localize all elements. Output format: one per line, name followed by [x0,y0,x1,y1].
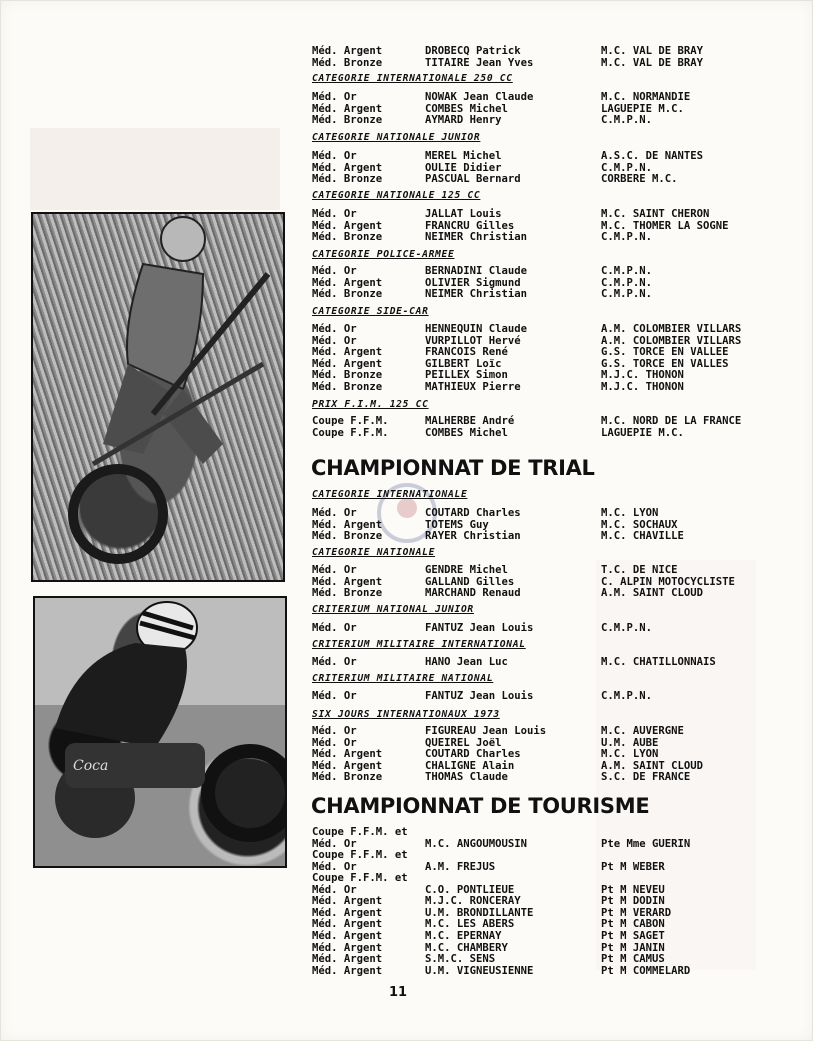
name-cell: FRANCOIS René [425,346,508,359]
award-cell: Méd. Argent [312,518,383,531]
club-cell: Pt M VERARD [601,906,672,919]
road-racer-illustration [35,598,285,866]
name-cell: PASCUAL Bernard [425,173,521,186]
name-cell: FRANCRU Gilles [425,219,515,232]
club-cell: A.M. COLOMBIER VILLARS [601,334,742,347]
section-heading: CHAMPIONNAT DE TOURISME [311,794,650,818]
award-cell: Méd. Bronze [312,369,383,382]
club-cell: C.M.P.N. [601,265,653,277]
club-cell: C.M.P.N. [601,114,653,127]
name-cell: A.M. FREJUS [425,860,496,873]
name-cell: COUTARD Charles [425,748,521,761]
award-cell: Méd. Or [312,507,357,519]
award-cell: Méd. Argent [312,575,383,588]
club-cell: M.C. LYON [601,507,659,519]
category-title: PRIX F.I.M. 125 CC [312,399,429,410]
club-cell: A.M. SAINT CLOUD [601,759,704,772]
award-cell: Méd. Or [312,150,357,162]
award-cell: Méd. Argent [312,941,383,954]
club-cell: M.C. SOCHAUX [601,518,678,531]
name-cell: M.C. ANGOUMOUSIN [425,837,528,850]
name-cell: M.C. LES ABERS [425,918,515,931]
name-cell: MEREL Michel [425,150,502,162]
club-cell: C.M.P.N. [601,690,653,702]
club-cell: C.M.P.N. [601,622,653,634]
trial-rider-illustration [33,214,283,580]
club-cell: Pt M CAMUS [601,953,665,966]
club-cell: C.M.P.N. [601,288,653,301]
club-cell: M.J.C. THONON [601,369,684,382]
name-cell: GILBERT Loïc [425,357,502,370]
award-cell: Coupe F.F.M. [312,426,389,439]
club-cell: Pt M CABON [601,918,665,931]
club-cell: S.C. DE FRANCE [601,771,691,784]
category-title: SIX JOURS INTERNATIONAUX 1973 [312,709,500,720]
award-cell: Méd. Or [312,725,357,737]
name-cell: S.M.C. SENS [425,953,496,966]
name-cell: AYMARD Henry [425,114,502,127]
section-heading: CHAMPIONNAT DE TRIAL [311,456,595,480]
club-cell: G.S. TORCE EN VALLES [601,357,729,370]
club-cell: U.M. AUBE [601,736,659,749]
name-cell: U.M. BRONDILLANTE [425,906,534,919]
name-cell: GENDRE Michel [425,564,508,576]
award-cell: Méd. Argent [312,906,383,919]
name-cell: QUEIREL Joël [425,736,502,749]
award-cell: Méd. Bronze [312,587,383,600]
name-cell: RAYER Christian [425,530,521,543]
name-cell: M.J.C. RONCERAY [425,895,521,908]
name-cell: VURPILLOT Hervé [425,334,521,347]
name-cell: TITAIRE Jean Yves [425,56,534,69]
trial-rider-photo [31,212,285,582]
name-cell: FANTUZ Jean Louis [425,690,534,702]
award-cell: Méd. Or [312,860,357,873]
club-cell: Pt M COMMELARD [601,964,691,977]
name-cell: DROBECQ Patrick [425,45,521,57]
award-cell: Méd. Argent [312,895,383,908]
name-cell: BERNADINI Claude [425,265,528,277]
name-cell: MALHERBE André [425,415,515,427]
award-cell: Coupe F.F.M. et [312,826,408,838]
club-cell: Pt M NEVEU [601,883,665,896]
club-cell: Pt M DODIN [601,895,665,908]
award-cell: Méd. Argent [312,953,383,966]
club-cell: C.M.P.N. [601,231,653,244]
award-cell: Méd. Argent [312,357,383,370]
svg-text:Coca: Coca [73,758,109,774]
name-cell: M.C. CHAMBERY [425,941,508,954]
club-cell: Pt M SAGET [601,929,665,942]
name-cell: HENNEQUIN Claude [425,323,528,335]
club-cell: C.M.P.N. [601,161,653,174]
name-cell: FANTUZ Jean Louis [425,622,534,634]
club-cell: Pt M JANIN [601,941,665,954]
award-cell: Méd. Argent [312,276,383,289]
category-title: CATEGORIE POLICE-ARMEE [312,249,455,260]
category-title: CATEGORIE INTERNATIONALE 250 CC [312,73,513,84]
award-cell: Méd. Or [312,323,357,335]
category-title: CRITERIUM NATIONAL JUNIOR [312,604,474,615]
club-cell: M.J.C. THONON [601,380,684,393]
award-cell: Méd. Or [312,265,357,277]
name-cell: OULIE Didier [425,161,502,174]
award-cell: Méd. Bronze [312,288,383,301]
award-cell: Méd. Argent [312,219,383,232]
club-cell: G.S. TORCE EN VALLEE [601,346,729,359]
name-cell: MATHIEUX Pierre [425,380,521,393]
club-cell: M.C. NORD DE LA FRANCE [601,415,742,427]
club-cell: M.C. AUVERGNE [601,725,684,737]
award-cell: Méd. Argent [312,964,383,977]
road-racer-photo [33,596,287,868]
award-cell: Méd. Bronze [312,231,383,244]
club-cell: M.C. CHATILLONNAIS [601,656,716,668]
award-cell: Coupe F.F.M. et [312,849,408,862]
category-title: CATEGORIE NATIONALE [312,547,436,558]
club-cell: M.C. CHAVILLE [601,530,684,543]
award-cell: Méd. Or [312,208,357,220]
award-cell: Méd. Bronze [312,56,383,69]
award-cell: Méd. Or [312,736,357,749]
club-cell: C. ALPIN MOTOCYCLISTE [601,575,735,588]
club-cell: A.M. SAINT CLOUD [601,587,704,600]
club-cell: Pt M WEBER [601,860,665,873]
name-cell: OLIVIER Sigmund [425,276,521,289]
category-title: CATEGORIE NATIONALE JUNIOR [312,132,481,143]
award-cell: Méd. Or [312,656,357,668]
name-cell: GALLAND Gilles [425,575,515,588]
club-cell: CORBERE M.C. [601,173,678,186]
award-cell: Méd. Argent [312,748,383,761]
award-cell: Méd. Or [312,837,357,850]
category-title: CRITERIUM MILITAIRE NATIONAL [312,673,494,684]
award-cell: Méd. Bronze [312,173,383,186]
name-cell: THOMAS Claude [425,771,508,784]
category-title: CATEGORIE SIDE-CAR [312,306,429,317]
award-cell: Méd. Bronze [312,380,383,393]
award-cell: Méd. Bronze [312,114,383,127]
category-title: CATEGORIE INTERNATIONALE [312,489,468,500]
page-number: 11 [389,985,408,1000]
name-cell: NEIMER Christian [425,288,528,301]
name-cell: NOWAK Jean Claude [425,91,534,103]
club-cell: Pte Mme GUERIN [601,837,691,850]
award-cell: Coupe F.F.M. et [312,872,408,885]
name-cell: NEIMER Christian [425,231,528,244]
club-cell: M.C. VAL DE BRAY [601,45,704,57]
club-cell: C.M.P.N. [601,276,653,289]
award-cell: Méd. Argent [312,346,383,359]
award-cell: Méd. Or [312,334,357,347]
name-cell: COMBES Michel [425,426,508,439]
club-cell: M.C. SAINT CHERON [601,208,710,220]
category-title: CRITERIUM MILITAIRE INTERNATIONAL [312,639,526,650]
category-title: CATEGORIE NATIONALE 125 CC [312,190,481,201]
name-cell: FIGUREAU Jean Louis [425,725,547,737]
club-cell: A.S.C. DE NANTES [601,150,704,162]
name-cell: U.M. VIGNEUSIENNE [425,964,534,977]
bleed-through-shadow [30,128,280,210]
name-cell: JALLAT Louis [425,208,502,220]
award-cell: Méd. Argent [312,161,383,174]
club-cell: LAGUEPIE M.C. [601,426,684,439]
name-cell: M.C. EPERNAY [425,929,502,942]
award-cell: Méd. Or [312,91,357,103]
name-cell: COMBES Michel [425,102,508,115]
club-cell: M.C. THOMER LA SOGNE [601,219,729,232]
club-cell: A.M. COLOMBIER VILLARS [601,323,742,335]
award-cell: Méd. Argent [312,102,383,115]
club-cell: M.C. VAL DE BRAY [601,56,704,69]
award-cell: Méd. Bronze [312,530,383,543]
award-cell: Méd. Or [312,564,357,576]
name-cell: COUTARD Charles [425,507,521,519]
award-cell: Méd. Argent [312,918,383,931]
club-cell: M.C. LYON [601,748,659,761]
award-cell: Méd. Or [312,690,357,702]
award-cell: Méd. Argent [312,929,383,942]
award-cell: Méd. Bronze [312,771,383,784]
name-cell: MARCHAND Renaud [425,587,521,600]
name-cell: CHALIGNE Alain [425,759,515,772]
name-cell: TOTEMS Guy [425,518,489,531]
award-cell: Coupe F.F.M. [312,415,389,427]
award-cell: Méd. Or [312,622,357,634]
club-cell: LAGUEPIE M.C. [601,102,684,115]
club-cell: T.C. DE NICE [601,564,678,576]
award-cell: Méd. Argent [312,759,383,772]
award-cell: Méd. Argent [312,45,383,57]
club-cell: M.C. NORMANDIE [601,91,691,103]
name-cell: C.O. PONTLIEUE [425,883,515,896]
name-cell: PEILLEX Simon [425,369,508,382]
name-cell: HANO Jean Luc [425,656,508,668]
award-cell: Méd. Or [312,883,357,896]
